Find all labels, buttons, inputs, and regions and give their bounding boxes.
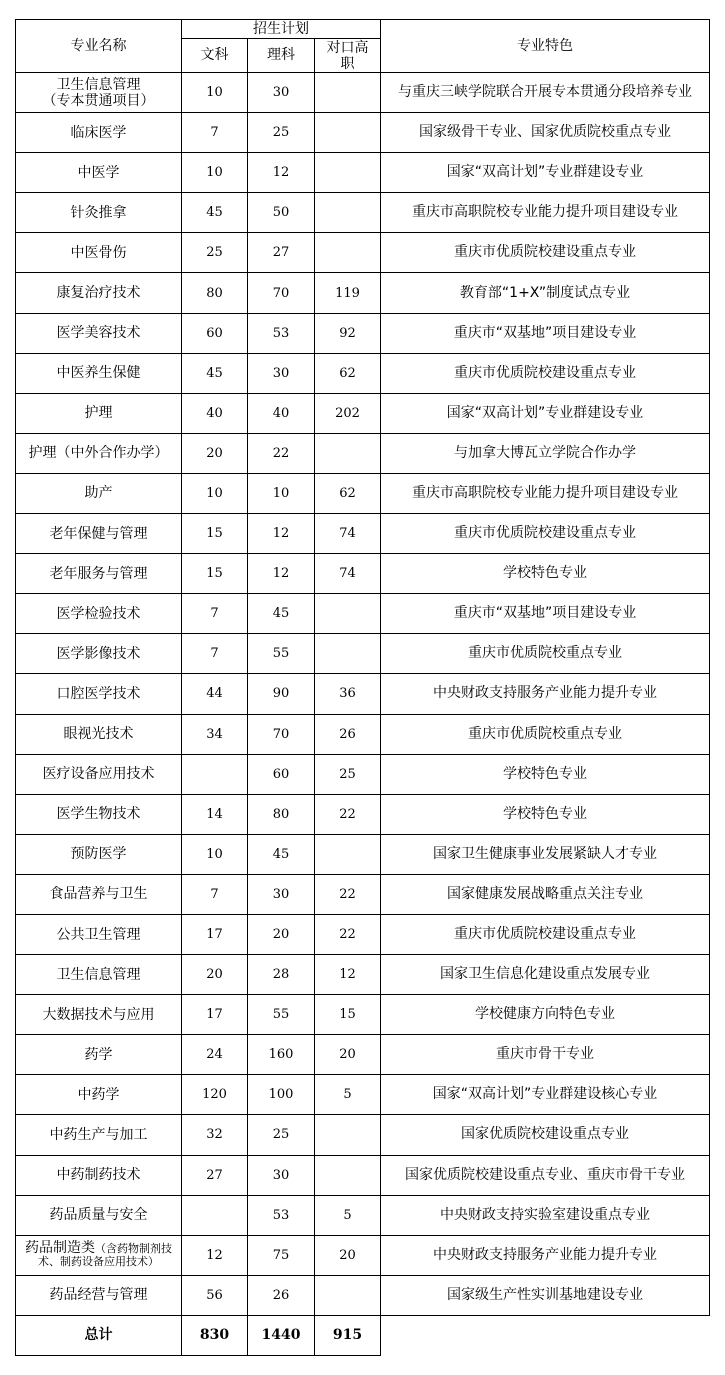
header-enrollment-plan: 招生计划 (182, 20, 381, 39)
major-name: 医学生物技术 (56, 806, 141, 823)
science-count: 80 (248, 794, 315, 834)
arts-count: 20 (182, 955, 248, 995)
major-name: 公共卫生管理 (56, 926, 141, 943)
major-name-cell (16, 794, 182, 834)
major-feature: 国家级骨干专业、国家优质院校重点专业 (381, 113, 710, 153)
major-name-cell (16, 754, 182, 794)
science-count: 12 (248, 514, 315, 554)
table-row (16, 1235, 710, 1275)
major-name-cell (16, 153, 182, 193)
arts-count: 32 (182, 1115, 248, 1155)
vocational-count: 12 (315, 955, 381, 995)
table-row (16, 995, 710, 1035)
major-name-cell (16, 393, 182, 433)
vocational-count (315, 1275, 381, 1315)
major-name-cell (16, 995, 182, 1035)
arts-count: 10 (182, 834, 248, 874)
arts-count: 17 (182, 914, 248, 954)
major-name-cell (16, 914, 182, 954)
arts-count: 120 (182, 1075, 248, 1115)
vocational-count: 202 (315, 393, 381, 433)
table-row (16, 153, 710, 193)
arts-count: 10 (182, 73, 248, 113)
vocational-count (315, 73, 381, 113)
science-count: 25 (248, 113, 315, 153)
science-count: 50 (248, 193, 315, 233)
major-name-cell (16, 1235, 182, 1275)
table-row (16, 914, 710, 954)
major-feature: 学校特色专业 (381, 554, 710, 594)
major-name: 中药生产与加工 (49, 1126, 148, 1143)
major-name-cell (16, 1155, 182, 1195)
major-feature: 国家“双高计划”专业群建设专业 (381, 153, 710, 193)
major-name: 卫生信息管理 (56, 966, 141, 983)
arts-count: 25 (182, 233, 248, 273)
table-row (16, 1195, 710, 1235)
major-feature: 国家健康发展战略重点关注专业 (381, 874, 710, 914)
vocational-count: 15 (315, 995, 381, 1035)
major-name: 医疗设备应用技术 (42, 766, 155, 783)
major-name: 护理 (84, 405, 113, 422)
table-row (16, 193, 710, 233)
arts-count: 44 (182, 674, 248, 714)
major-feature: 国家优质院校建设重点专业 (381, 1115, 710, 1155)
science-count: 60 (248, 754, 315, 794)
total-row (16, 1315, 710, 1355)
major-feature: 重庆市优质院校重点专业 (381, 634, 710, 674)
arts-count: 20 (182, 433, 248, 473)
arts-count: 10 (182, 473, 248, 513)
vocational-count: 62 (315, 473, 381, 513)
major-name: 护理（中外合作办学） (28, 445, 169, 462)
total-vocational: 915 (315, 1315, 381, 1355)
major-feature: 中央财政支持服务产业能力提升专业 (381, 1235, 710, 1275)
vocational-count: 74 (315, 554, 381, 594)
major-name-cell (16, 1115, 182, 1155)
vocational-count (315, 233, 381, 273)
major-name: 中医骨伤 (70, 244, 127, 261)
major-feature: 教育部“1+X”制度试点专业 (381, 273, 710, 313)
science-count: 26 (248, 1275, 315, 1315)
major-name-cell (16, 473, 182, 513)
major-feature: 学校健康方向特色专业 (381, 995, 710, 1035)
major-name-cell (16, 193, 182, 233)
major-name-cell (16, 674, 182, 714)
header-vocational: 对口高职 (315, 39, 381, 73)
table-row (16, 1115, 710, 1155)
table-row (16, 834, 710, 874)
major-name: 老年服务与管理 (49, 565, 148, 582)
science-count: 30 (248, 874, 315, 914)
major-name: 康复治疗技术 (56, 285, 141, 302)
vocational-count: 62 (315, 353, 381, 393)
vocational-count (315, 594, 381, 634)
major-name: 卫生信息管理 (56, 76, 141, 93)
major-name-cell (16, 233, 182, 273)
major-name-cell (16, 433, 182, 473)
major-name: 大数据技术与应用 (42, 1006, 155, 1023)
total-label: 总计 (16, 1315, 182, 1355)
vocational-count: 25 (315, 754, 381, 794)
arts-count: 80 (182, 273, 248, 313)
science-count: 12 (248, 554, 315, 594)
science-count: 40 (248, 393, 315, 433)
major-feature: 国家级生产性实训基地建设专业 (381, 1275, 710, 1315)
science-count: 55 (248, 995, 315, 1035)
vocational-count (315, 433, 381, 473)
arts-count: 45 (182, 353, 248, 393)
major-name: 老年保健与管理 (49, 525, 148, 542)
arts-count: 14 (182, 794, 248, 834)
table-row (16, 1155, 710, 1195)
major-name-cell (16, 874, 182, 914)
science-count: 45 (248, 594, 315, 634)
major-name: 针灸推拿 (70, 204, 127, 221)
science-count: 12 (248, 153, 315, 193)
major-name: 临床医学 (70, 124, 127, 141)
table-row (16, 1275, 710, 1315)
arts-count (182, 754, 248, 794)
major-name: 药品经营与管理 (49, 1287, 148, 1304)
vocational-count: 20 (315, 1235, 381, 1275)
major-feature: 学校特色专业 (381, 794, 710, 834)
arts-count: 7 (182, 874, 248, 914)
major-name: 口腔医学技术 (56, 685, 141, 702)
major-name: 食品营养与卫生 (49, 886, 148, 903)
table-row (16, 273, 710, 313)
major-feature: 重庆市“双基地”项目建设专业 (381, 313, 710, 353)
vocational-count (315, 113, 381, 153)
major-feature: 中央财政支持服务产业能力提升专业 (381, 674, 710, 714)
table-row (16, 514, 710, 554)
science-count: 22 (248, 433, 315, 473)
major-name-cell (16, 834, 182, 874)
major-feature: 与重庆三峡学院联合开展专本贯通分段培养专业 (381, 73, 710, 113)
major-feature: 国家卫生信息化建设重点发展专业 (381, 955, 710, 995)
major-name: 中药学 (77, 1086, 120, 1103)
table-row (16, 73, 710, 113)
science-count: 75 (248, 1235, 315, 1275)
science-count: 53 (248, 1195, 315, 1235)
science-count: 45 (248, 834, 315, 874)
major-feature: 国家卫生健康事业发展紧缺人才专业 (381, 834, 710, 874)
vocational-count (315, 1155, 381, 1195)
major-name-note: （含药物制剂技术、制药设备应用技术） (38, 1242, 172, 1269)
major-feature: 重庆市“双基地”项目建设专业 (381, 594, 710, 634)
major-feature: 中央财政支持实验室建设重点专业 (381, 1195, 710, 1235)
major-name-cell (16, 714, 182, 754)
arts-count: 7 (182, 594, 248, 634)
table-row (16, 473, 710, 513)
vocational-count: 74 (315, 514, 381, 554)
science-count: 30 (248, 73, 315, 113)
major-feature: 重庆市高职院校专业能力提升项目建设专业 (381, 473, 710, 513)
arts-count: 12 (182, 1235, 248, 1275)
total-arts: 830 (182, 1315, 248, 1355)
major-name-cell (16, 634, 182, 674)
header-feature: 专业特色 (381, 20, 710, 73)
enrollment-plan-table (15, 19, 710, 1356)
major-name: 医学影像技术 (56, 645, 141, 662)
table-row (16, 113, 710, 153)
major-name-cell (16, 1075, 182, 1115)
total-science: 1440 (248, 1315, 315, 1355)
table-row (16, 794, 710, 834)
table-row (16, 433, 710, 473)
major-name: 预防医学 (70, 846, 127, 863)
arts-count: 7 (182, 113, 248, 153)
science-count: 30 (248, 353, 315, 393)
table-row (16, 353, 710, 393)
major-name: 药品质量与安全 (49, 1207, 148, 1224)
table-row (16, 754, 710, 794)
vocational-count: 119 (315, 273, 381, 313)
arts-count: 40 (182, 393, 248, 433)
table-row (16, 674, 710, 714)
arts-count: 45 (182, 193, 248, 233)
vocational-count: 5 (315, 1075, 381, 1115)
arts-count: 15 (182, 514, 248, 554)
major-name: 中医学 (77, 164, 120, 181)
arts-count: 60 (182, 313, 248, 353)
major-name: 中药制药技术 (56, 1167, 141, 1184)
vocational-count: 5 (315, 1195, 381, 1235)
table-row (16, 554, 710, 594)
major-name: 医学美容技术 (56, 325, 141, 342)
major-name-cell (16, 1195, 182, 1235)
major-name: 医学检验技术 (56, 605, 141, 622)
major-name-cell (16, 514, 182, 554)
science-count: 10 (248, 473, 315, 513)
science-count: 70 (248, 273, 315, 313)
major-name-cell (16, 554, 182, 594)
vocational-count (315, 834, 381, 874)
science-count: 27 (248, 233, 315, 273)
table-row (16, 594, 710, 634)
science-count: 28 (248, 955, 315, 995)
major-feature: 重庆市优质院校建设重点专业 (381, 233, 710, 273)
major-name-cell (16, 1275, 182, 1315)
arts-count: 24 (182, 1035, 248, 1075)
major-name-subtitle: （专本贯通项目） (42, 92, 155, 109)
vocational-count: 22 (315, 914, 381, 954)
science-count: 20 (248, 914, 315, 954)
major-feature: 学校特色专业 (381, 754, 710, 794)
table-row (16, 393, 710, 433)
science-count: 53 (248, 313, 315, 353)
vocational-count: 22 (315, 874, 381, 914)
major-name-cell (16, 313, 182, 353)
vocational-count: 92 (315, 313, 381, 353)
science-count: 25 (248, 1115, 315, 1155)
vocational-count (315, 1115, 381, 1155)
major-name-cell (16, 113, 182, 153)
total-feature (381, 1315, 710, 1355)
vocational-count (315, 634, 381, 674)
major-feature: 重庆市优质院校建设重点专业 (381, 914, 710, 954)
vocational-count: 26 (315, 714, 381, 754)
science-count: 160 (248, 1035, 315, 1075)
arts-count: 7 (182, 634, 248, 674)
vocational-count (315, 193, 381, 233)
arts-count: 10 (182, 153, 248, 193)
table-row (16, 1075, 710, 1115)
major-feature: 重庆市骨干专业 (381, 1035, 710, 1075)
table-row (16, 634, 710, 674)
major-name: 中医养生保健 (56, 365, 141, 382)
major-name: 药品制造类 (25, 1240, 95, 1257)
arts-count (182, 1195, 248, 1235)
table-row (16, 874, 710, 914)
science-count: 30 (248, 1155, 315, 1195)
major-name: 助产 (84, 485, 113, 502)
major-name-cell (16, 1035, 182, 1075)
major-feature: 国家“双高计划”专业群建设专业 (381, 393, 710, 433)
major-name: 眼视光技术 (63, 726, 134, 743)
major-name-cell (16, 955, 182, 995)
arts-count: 15 (182, 554, 248, 594)
vocational-count (315, 153, 381, 193)
arts-count: 27 (182, 1155, 248, 1195)
major-feature: 与加拿大博瓦立学院合作办学 (381, 433, 710, 473)
vocational-count: 22 (315, 794, 381, 834)
table-row (16, 313, 710, 353)
major-name: 药学 (84, 1046, 113, 1063)
arts-count: 17 (182, 995, 248, 1035)
science-count: 100 (248, 1075, 315, 1115)
table-row (16, 233, 710, 273)
header-science: 理科 (248, 39, 315, 73)
major-feature: 重庆市优质院校重点专业 (381, 714, 710, 754)
major-name-cell (16, 73, 182, 113)
major-feature: 重庆市优质院校建设重点专业 (381, 353, 710, 393)
table-row (16, 955, 710, 995)
major-feature: 重庆市优质院校建设重点专业 (381, 514, 710, 554)
vocational-count: 20 (315, 1035, 381, 1075)
major-name-cell (16, 594, 182, 634)
science-count: 90 (248, 674, 315, 714)
arts-count: 34 (182, 714, 248, 754)
major-feature: 国家“双高计划”专业群建设核心专业 (381, 1075, 710, 1115)
table-row (16, 714, 710, 754)
vocational-count: 36 (315, 674, 381, 714)
major-feature: 重庆市高职院校专业能力提升项目建设专业 (381, 193, 710, 233)
science-count: 70 (248, 714, 315, 754)
major-name-cell (16, 353, 182, 393)
header-arts: 文科 (182, 39, 248, 73)
header-major-name: 专业名称 (16, 20, 182, 73)
science-count: 55 (248, 634, 315, 674)
table-row (16, 1035, 710, 1075)
major-name-cell (16, 273, 182, 313)
arts-count: 56 (182, 1275, 248, 1315)
major-feature: 国家优质院校建设重点专业、重庆市骨干专业 (381, 1155, 710, 1195)
